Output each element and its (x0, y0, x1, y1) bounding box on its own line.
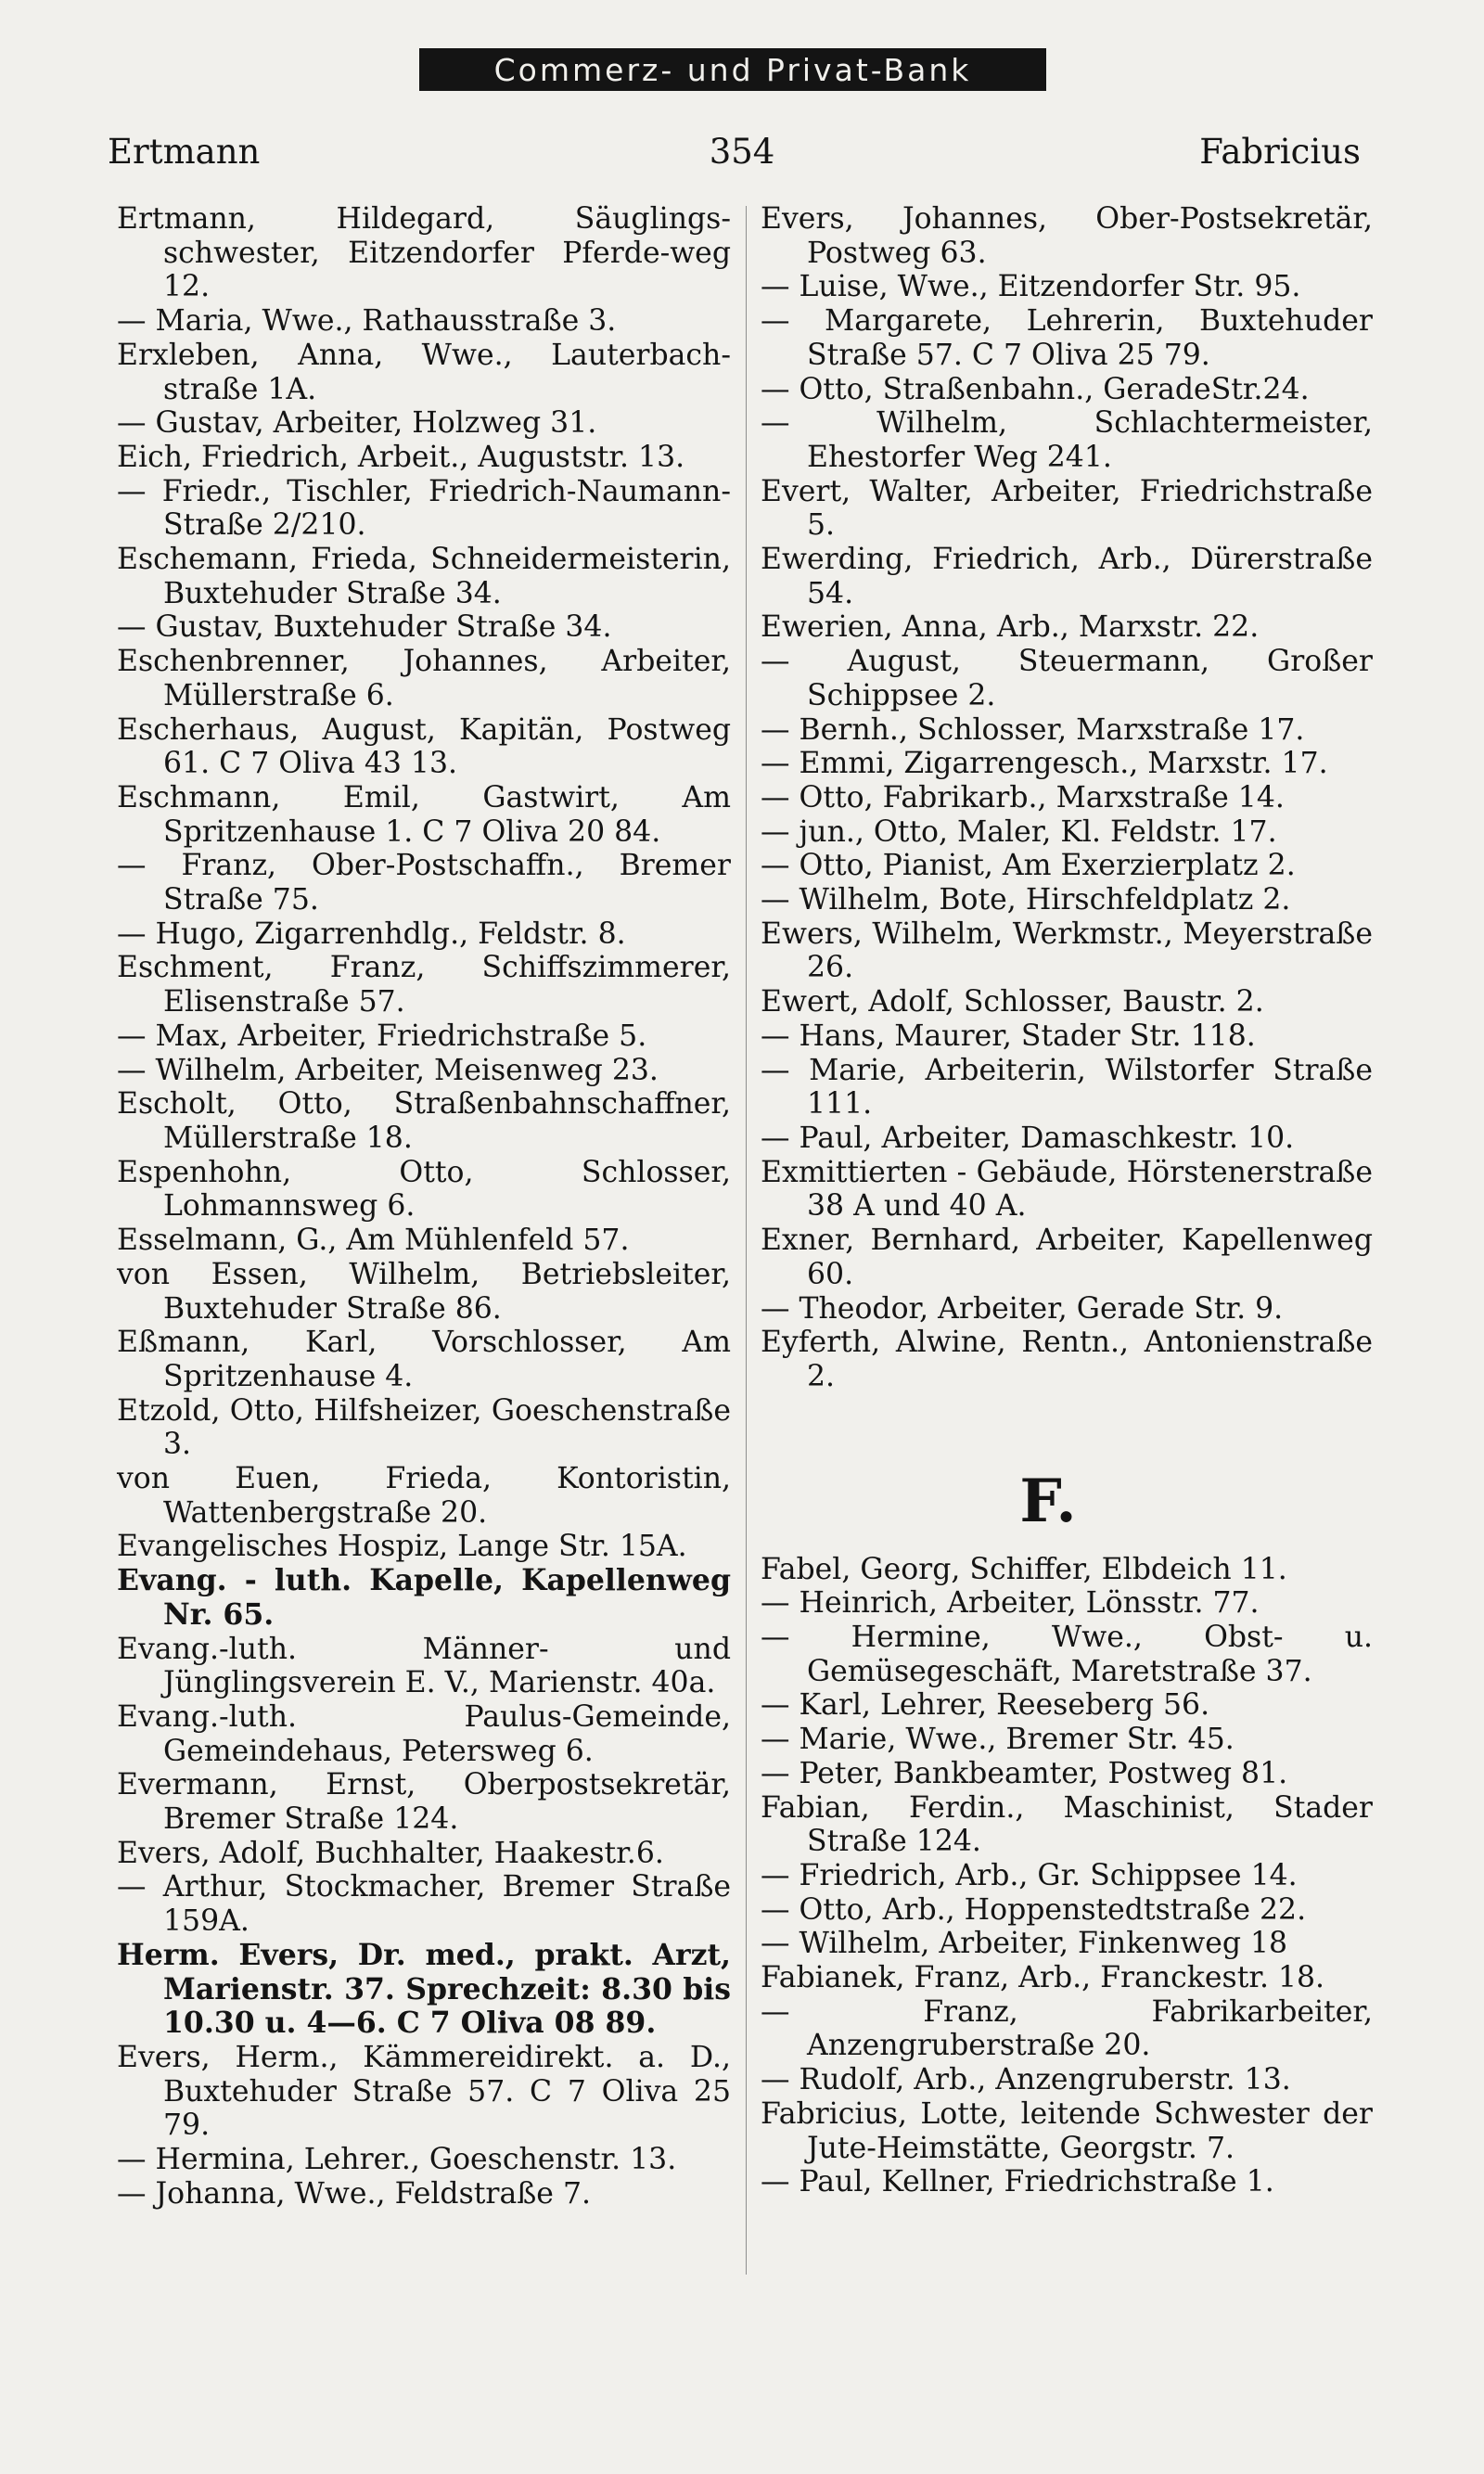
directory-entry: — Marie, Arbeiterin, Wilstorfer Straße 111. (761, 1053, 1373, 1122)
directory-entry: Evangelisches Hospiz, Lange Str. 15A. (117, 1530, 687, 1564)
directory-entry: — Hans, Maurer, Stader Str. 118. (761, 1019, 1256, 1053)
column-divider (746, 206, 747, 2275)
directory-entry: Evers, Adolf, Buchhalter, Haakestr.6. (117, 1836, 664, 1870)
header-first-entry: Ertmann (108, 132, 261, 172)
directory-entry: Ertmann, Hildegard, Säuglings-schwester, Eitzendorfer Pferde-weg 12. (117, 202, 731, 304)
directory-entry: Fabricius, Lotte, leitende Schwester der Jute-Heimstätte, Georgstr. 7. (761, 2096, 1373, 2165)
directory-entry: Ewerding, Friedrich, Arb., Dürerstraße 54. (761, 543, 1373, 610)
directory-entry: Escholt, Otto, Straßenbahnschaffner, Müllerstraße 18. (117, 1087, 731, 1155)
directory-entry: Eich, Friedrich, Arbeit., Auguststr. 13. (117, 440, 685, 474)
directory-entry: — Paul, Kellner, Friedrichstraße 1. (761, 2165, 1274, 2199)
directory-entry: — Otto, Pianist, Am Exerzierplatz 2. (761, 849, 1296, 883)
directory-entry: — Friedrich, Arb., Gr. Schippsee 14. (761, 1858, 1298, 1892)
directory-entry: — Gustav, Buxtehuder Straße 34. (117, 610, 612, 645)
directory-entry: Evang.-luth. Paulus-Gemeinde, Gemeindehaus, Petersweg 6. (117, 1699, 731, 1768)
left-column (117, 202, 731, 2211)
directory-entry: — Franz, Fabrikarbeiter, Anzengruberstraße 20. (761, 1994, 1373, 2063)
directory-entry: Eschemann, Frieda, Schneidermeisterin, Buxtehuder Straße 34. (117, 543, 731, 610)
directory-entry: — Marie, Wwe., Bremer Str. 45. (761, 1723, 1235, 1757)
directory-entry: von Essen, Wilhelm, Betriebsleiter, Buxtehuder Straße 86. (117, 1257, 731, 1326)
directory-entry: Esselmann, G., Am Mühlenfeld 57. (117, 1224, 630, 1258)
directory-entry: Exmittierten - Gebäude, Hörstenerstraße 38 A und 40 A. (761, 1155, 1373, 1224)
directory-entry: — Otto, Arb., Hoppenstedtstraße 22. (761, 1892, 1307, 1927)
directory-entry: — Maria, Wwe., Rathausstraße 3. (117, 304, 617, 339)
directory-entry: Ewerien, Anna, Arb., Marxstr. 22. (761, 610, 1260, 645)
directory-entry: Espenhohn, Otto, Schlosser, Lohmannsweg 6. (117, 1155, 731, 1224)
directory-entry: — Wilhelm, Arbeiter, Meisenweg 23. (117, 1053, 659, 1087)
directory-entry: — Peter, Bankbeamter, Postweg 81. (761, 1756, 1288, 1790)
directory-entry: Etzold, Otto, Hilfsheizer, Goeschenstraße 3. (117, 1393, 731, 1462)
directory-entry: — Johanna, Wwe., Feldstraße 7. (117, 2176, 591, 2211)
directory-entry: Fabian, Ferdin., Maschinist, Stader Straße 124. (761, 1790, 1373, 1859)
directory-entry: Erxleben, Anna, Wwe., Lauterbach-straße 1A. (117, 338, 731, 406)
directory-entry: Ewers, Wilhelm, Werkmstr., Meyerstraße 26. (761, 917, 1373, 985)
header-last-entry: Fabricius (1199, 132, 1361, 172)
directory-entry: Eschenbrenner, Johannes, Arbeiter, Müllerstraße 6. (117, 645, 731, 712)
directory-entry: — Gustav, Arbeiter, Holzweg 31. (117, 406, 597, 441)
directory-entry: Eschmann, Emil, Gastwirt, Am Spritzenhause 1. C 7 Oliva 20 84. (117, 780, 731, 849)
directory-entry: Evers, Johannes, Ober-Postsekretär, Postweg 63. (761, 202, 1373, 270)
directory-entry: Eßmann, Karl, Vorschlosser, Am Spritzenhause 4. (117, 1326, 731, 1393)
directory-entry: Evermann, Ernst, Oberpostsekretär, Bremer Straße 124. (117, 1768, 731, 1837)
directory-entry: Exner, Bernhard, Arbeiter, Kapellenweg 60. (761, 1224, 1373, 1291)
directory-entry: — Luise, Wwe., Eitzendorfer Str. 95. (761, 270, 1301, 304)
directory-entry: — Arthur, Stockmacher, Bremer Straße 159A. (117, 1870, 731, 1939)
directory-entry: — Wilhelm, Arbeiter, Finkenweg 18 (761, 1927, 1288, 1961)
directory-entry: — Paul, Arbeiter, Damaschkestr. 10. (761, 1121, 1295, 1155)
directory-entry: — Heinrich, Arbeiter, Lönsstr. 77. (761, 1586, 1260, 1621)
directory-entry: Fabianek, Franz, Arb., Franckestr. 18. (761, 1961, 1325, 1995)
directory-entry: — Hermina, Lehrer., Goeschenstr. 13. (117, 2143, 677, 2177)
directory-entry: Evers, Herm., Kämmereidirekt. a. D., Buxtehuder Straße 57. C 7 Oliva 25 79. (117, 2040, 731, 2143)
directory-entry: — August, Steuermann, Großer Schippsee 2. (761, 645, 1373, 712)
directory-entry: Evang.-luth. Männer- und Jünglingsverein E. V., Marienstr. 40a. (117, 1632, 731, 1700)
directory-entry: — Emmi, Zigarrengesch., Marxstr. 17. (761, 747, 1328, 781)
directory-entry: — Karl, Lehrer, Reeseberg 56. (761, 1688, 1210, 1723)
directory-entry: — Franz, Ober-Postschaffn., Bremer Straße 75. (117, 849, 731, 917)
directory-entry: Ewert, Adolf, Schlosser, Baustr. 2. (761, 985, 1264, 1019)
directory-entry: Evang. - luth. Kapelle, Kapellenweg Nr. 65. (117, 1563, 731, 1632)
bank-advertisement-banner: Commerz- und Privat-Bank (419, 48, 1046, 91)
right-column (761, 202, 1373, 2199)
directory-entry: — Bernh., Schlosser, Marxstraße 17. (761, 712, 1305, 747)
directory-entry: — Theodor, Arbeiter, Gerade Str. 9. (761, 1291, 1284, 1326)
directory-entry: von Euen, Frieda, Kontoristin, Wattenbergstraße 20. (117, 1462, 731, 1530)
directory-entry: Escherhaus, August, Kapitän, Postweg 61. C 7 Oliva 43 13. (117, 712, 731, 781)
directory-entry: — Otto, Straßenbahn., GeradeStr.24. (761, 372, 1310, 406)
directory-entry: — Otto, Fabrikarb., Marxstraße 14. (761, 780, 1285, 814)
directory-entry: — Wilhelm, Schlachtermeister, Ehestorfer Weg 241. (761, 406, 1373, 474)
directory-entry: Eschment, Franz, Schiffszimmerer, Elisenstraße 57. (117, 951, 731, 1019)
directory-entry: — Wilhelm, Bote, Hirschfeldplatz 2. (761, 883, 1291, 917)
directory-entry: Eyferth, Alwine, Rentn., Antonienstraße 2. (761, 1326, 1373, 1393)
directory-entry: — Rudolf, Arb., Anzengruberstr. 13. (761, 2063, 1291, 2097)
directory-entry: — Margarete, Lehrerin, Buxtehuder Straße 57. C 7 Oliva 25 79. (761, 304, 1373, 372)
directory-entry: — jun., Otto, Maler, Kl. Feldstr. 17. (761, 814, 1277, 849)
directory-entry: — Hermine, Wwe., Obst- u. Gemüsegeschäft, Maretstraße 37. (761, 1621, 1373, 1688)
directory-entry: — Friedr., Tischler, Friedrich-Naumann-Straße 2/210. (117, 474, 731, 543)
directory-entry: Evert, Walter, Arbeiter, Friedrichstraße 5. (761, 474, 1373, 543)
section-letter-heading: F. (1019, 1466, 1077, 1536)
directory-entry: — Hugo, Zigarrenhdlg., Feldstr. 8. (117, 917, 626, 951)
directory-entry-advertisement: Herm. Evers, Dr. med., prakt. Arzt, Marienstr. 37. Sprechzeit: 8.30 bis 10.30 u. 4—6. C 7 Oliva 08 89. (117, 1937, 731, 2041)
page-number: 354 (709, 132, 775, 172)
directory-entry: — Max, Arbeiter, Friedrichstraße 5. (117, 1019, 647, 1053)
directory-entry: Fabel, Georg, Schiffer, Elbdeich 11. (761, 1552, 1287, 1586)
